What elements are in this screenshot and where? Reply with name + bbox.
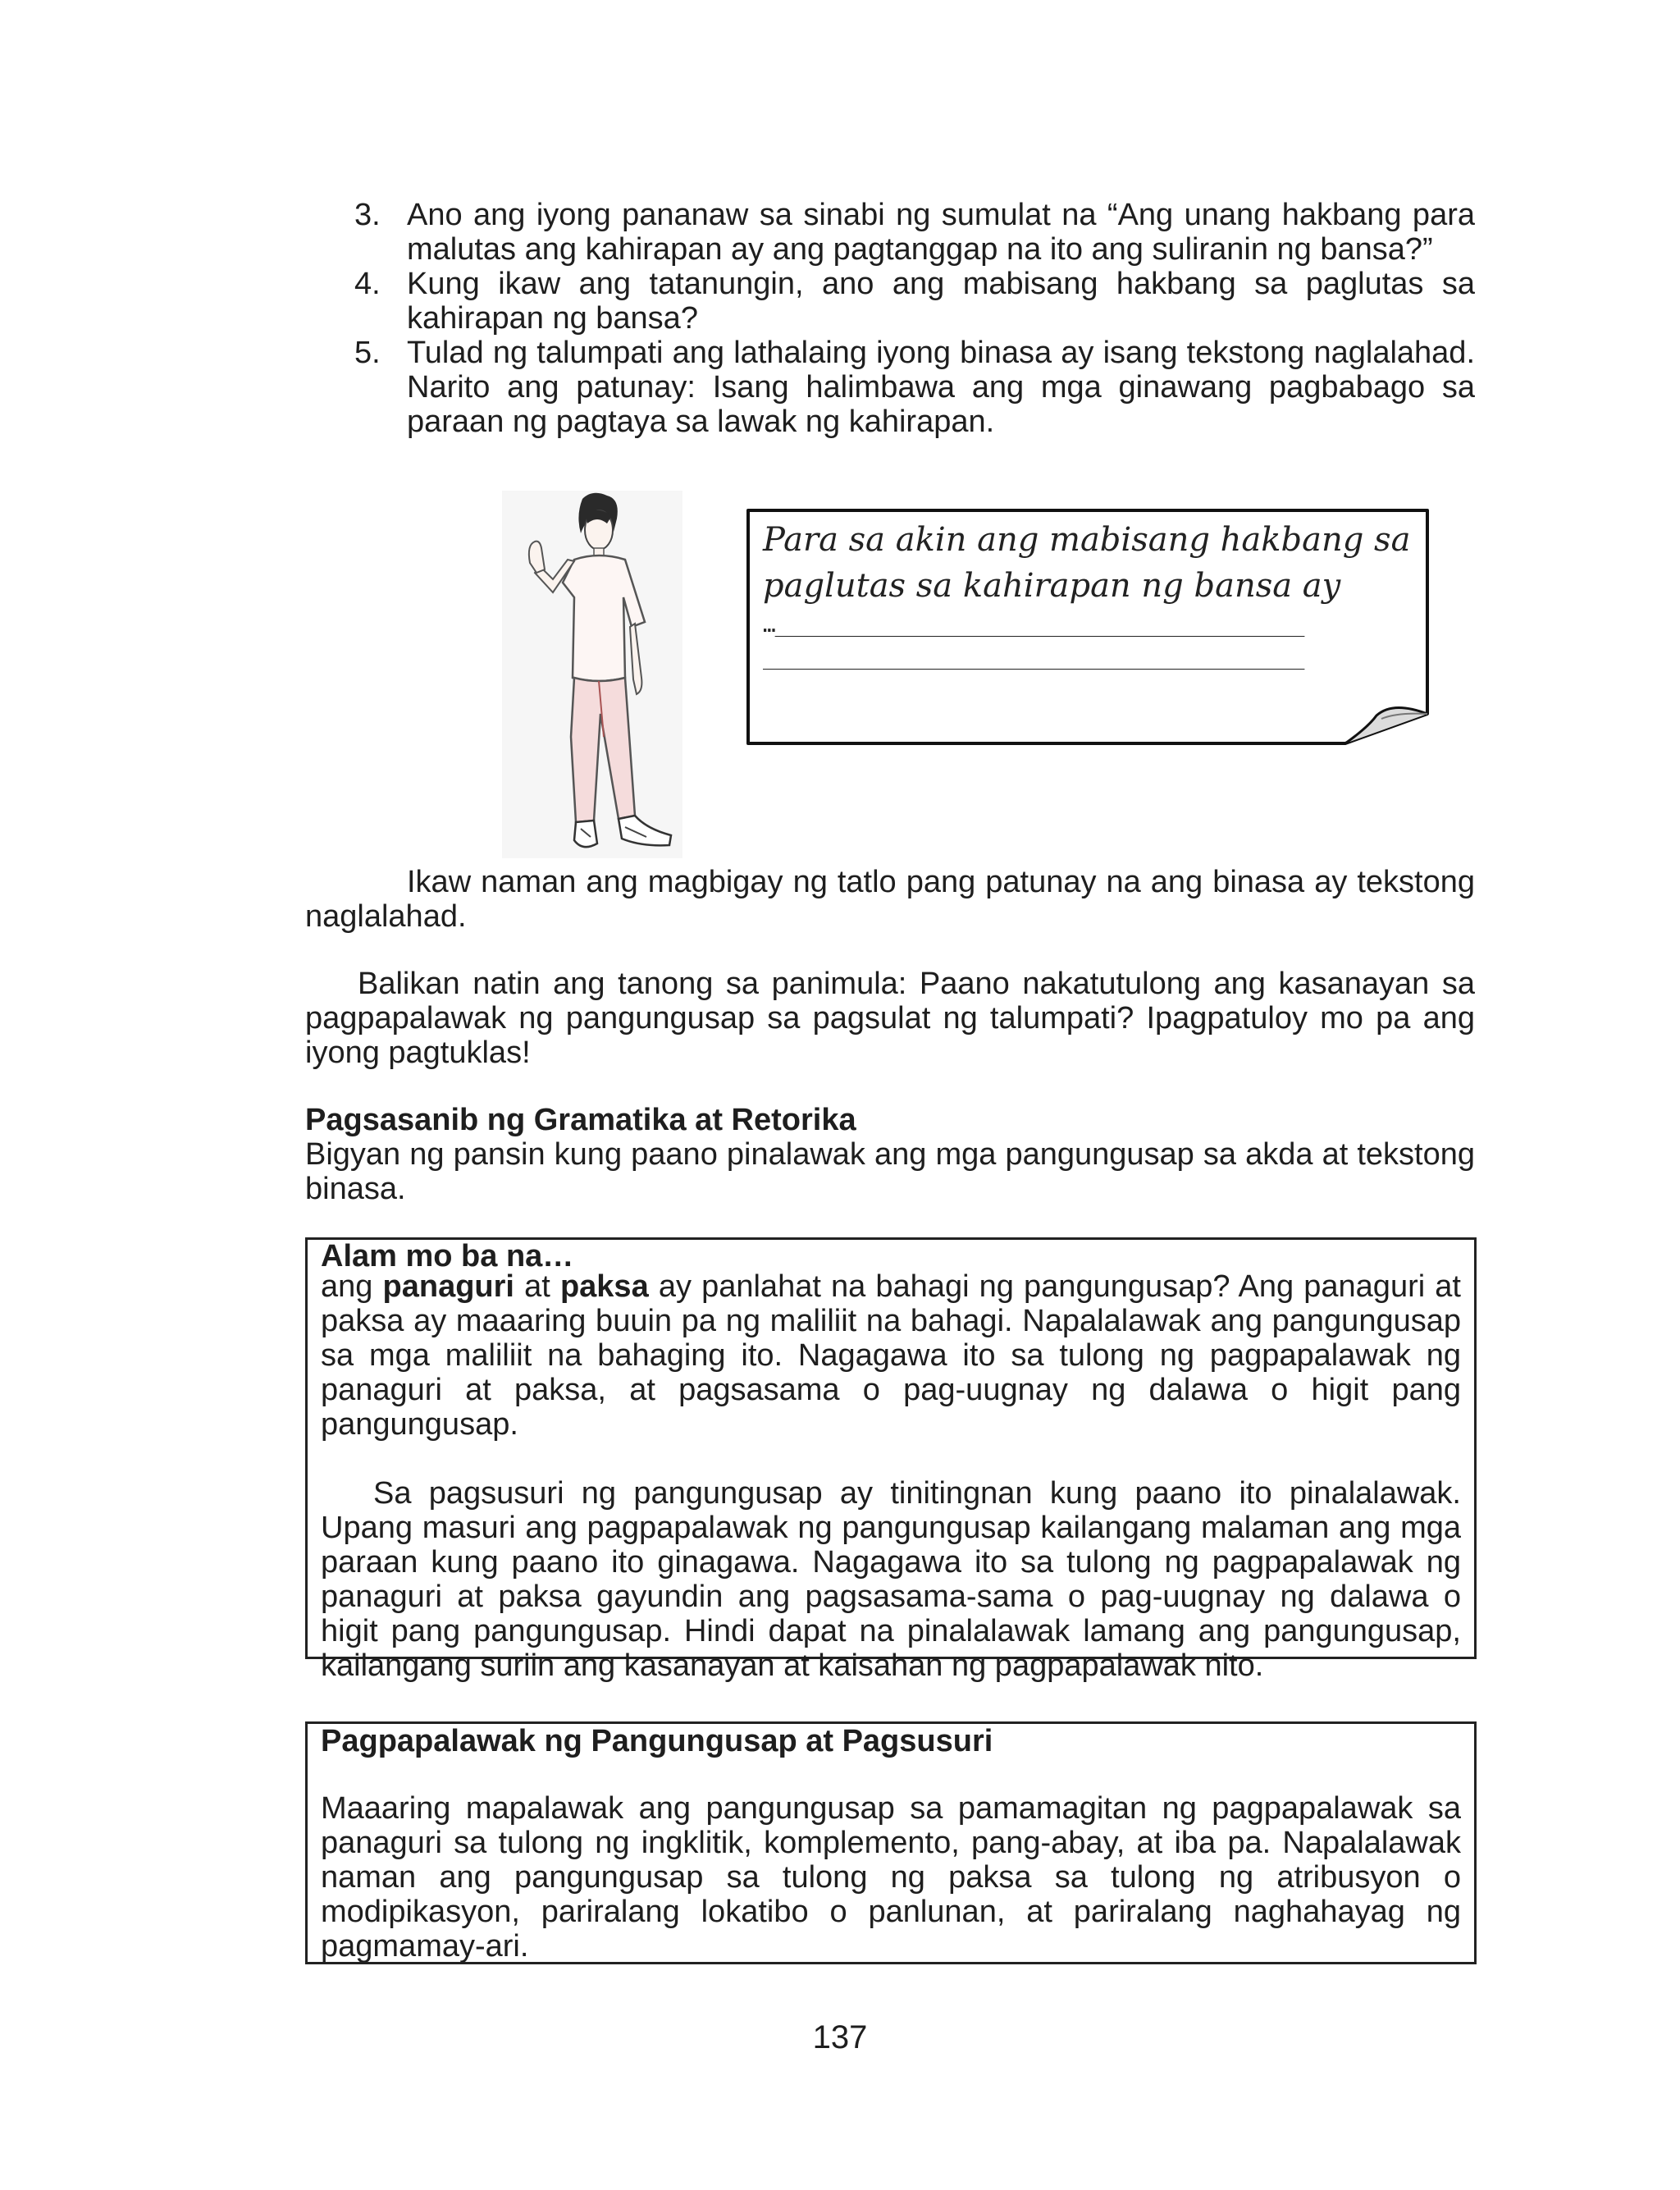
term-panaguri: panaguri: [382, 1269, 514, 1304]
answer-blank: _____________________________________________: [763, 646, 1304, 670]
paragraph-ikaw: Ikaw naman ang magbigay ng tatlo pang patunay na ang binasa ay tekstong naglalahad.: [305, 865, 1475, 934]
box-title: Pagpapalawak ng Pangungusap at Pagsusuri: [321, 1724, 993, 1758]
section-intro: Bigyan ng pansin kung paano pinalawak ang mga pangungusap sa akda at tekstong binasa.: [305, 1137, 1475, 1206]
box-paragraph: [321, 1269, 1461, 1442]
question-list: [354, 198, 1475, 439]
box-title: Alam mo ba na…: [321, 1239, 574, 1273]
question-text: Ano ang iyong pananaw sa sinabi ng sumulat na “Ang unang hakbang para malutas ang kahirapan ay ang pagtanggap na ito ang suliranin ng bansa?”: [407, 198, 1475, 267]
question-number: 5.: [354, 336, 381, 370]
section-heading: Pagsasanib ng Gramatika at Retorika: [305, 1103, 856, 1137]
alam-mo-ba-box: [305, 1237, 1477, 1683]
boy-illustration: [502, 491, 682, 858]
box-paragraph: Maaaring mapalawak ang pangungusap sa pamamagitan ng pagpapalawak sa panaguri sa tulong ng ingklitik, komplemento, pang-abay, at iba pa. Napalalawak naman ang pangungusap sa tulong ng paksa sa tulong ng atribusyon o modipikasyon, pariralang lokatibo o panlunan, at pariralang naghahayag ng pagmamay-ari.: [321, 1791, 1461, 1964]
question-item: [354, 267, 1475, 336]
text-run: at: [514, 1269, 560, 1304]
question-item: [354, 198, 1475, 267]
note-line: Para sa akin ang mabisang hakbang sa: [763, 521, 1411, 559]
question-text: Tulad ng talumpati ang lathalaing iyong binasa ay isang tekstong naglalahad. Narito ang patunay: Isang halimbawa ang mga ginawang pagbabago sa paraan ng pagtaya sa lawak ng kahirapan.: [407, 336, 1475, 439]
note-line: paglutas sa kahirapan ng bansa ay: [763, 567, 1341, 605]
note-card-text: [763, 517, 1411, 674]
question-number: 4.: [354, 267, 381, 301]
question-text: Kung ikaw ang tatanungin, ano ang mabisang hakbang sa paglutas sa kahirapan ng bansa?: [407, 267, 1475, 336]
text-run: ay panlahat na bahagi ng pangungusap? Ang panaguri at paksa ay maaaring buuin pa ng maliliit na bahagi. Napalalawak ang pangungusap sa mga maliliit na bahaging ito. Nagagawa ito sa tulong ng pagpapalawak ng panaguri at paksa, at pagsasama o pag-uugnay ng dalawa o higit pang pangungusap.: [321, 1269, 1461, 1442]
response-note-card: [745, 507, 1431, 747]
pagpapalawak-box: [305, 1721, 1477, 1964]
question-number: 3.: [354, 198, 381, 232]
box-paragraph: Sa pagsusuri ng pangungusap ay tinitingnan kung paano ito pinalalawak. Upang masuri ang pagpapalawak ng pangungusap kailangang malaman ang mga paraan kung paano ito ginagawa. Nagagawa ito sa tulong ng pagpapalawak ng panaguri at paksa gayundin ang pagsasama-sama o pag-uugnay ng dalawa o higit pang pangungusap. Hindi dapat na pinalalawak lamang ang pangungusap, kailangang suriin ang kasanayan at kaisahan ng pagpapalawak nito.: [321, 1476, 1461, 1683]
paragraph-balikan: Balikan natin ang tanong sa panimula: Paano nakatutulong ang kasanayan sa pagpapalawak ng pangungusap sa pagsulat ng talumpati? Ipagpatuloy mo pa ang iyong pagtuklas!: [305, 967, 1475, 1070]
answer-blank: …____________________________________________: [763, 613, 1304, 638]
text-run: ang: [321, 1269, 383, 1304]
page-number: 137: [812, 2019, 868, 2055]
term-paksa: paksa: [559, 1269, 649, 1304]
question-item: [354, 336, 1475, 439]
